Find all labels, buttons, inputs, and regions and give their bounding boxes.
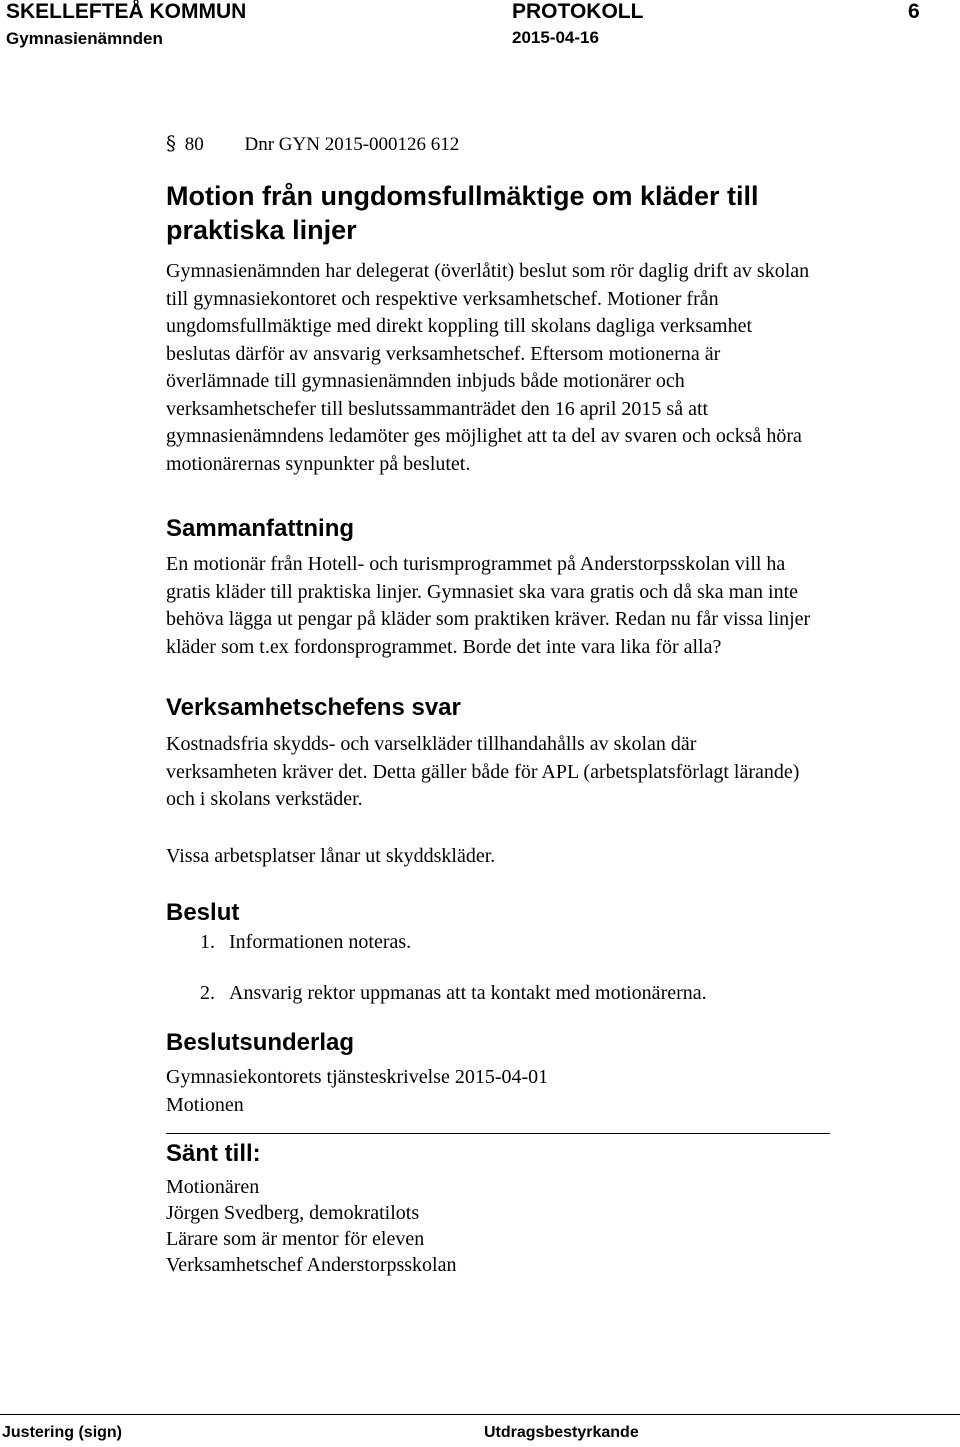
- footer-justering: Justering (sign): [2, 1424, 123, 1441]
- recipient-list: [166, 1174, 457, 1278]
- decision-heading: Beslut: [166, 899, 240, 926]
- intro-paragraph: [166, 258, 809, 478]
- decision-item: [200, 982, 707, 1005]
- response-line: verksamheten kräver det. Detta gäller både för APL (arbetsplatsförlagt lärande): [166, 760, 800, 783]
- intro-line: beslutas därför av ansvarig verksamhetschef. Eftersom motionerna är: [166, 342, 721, 365]
- response-line: Kostnadsfria skydds- och varselkläder tillhandahålls av skolan där: [166, 733, 697, 755]
- basis-line: Motionen: [166, 1093, 244, 1116]
- org-name: SKELLEFTEÅ KOMMUN: [6, 0, 247, 23]
- intro-line: ungdomsfullmäktige med direkt koppling till skolans dagliga verksamhet: [166, 315, 753, 337]
- basis-line: Gymnasiekontorets tjänsteskrivelse 2015-04-01: [166, 1066, 549, 1088]
- response-extra-line: Vissa arbetsplatser lånar ut skyddskläder.: [166, 845, 496, 867]
- section-number: 80: [184, 134, 204, 155]
- intro-line: överlämnade till gymnasienämnden inbjuds både motionärer och: [166, 370, 685, 392]
- summary-line: kläder som t.ex fordonsprogrammet. Borde det inte vara lika för alla?: [166, 635, 722, 658]
- decision-item-number: 1.: [200, 931, 215, 953]
- decision-item-number: 2.: [200, 982, 215, 1004]
- summary-paragraph: [166, 551, 810, 661]
- decision-item-text: Ansvarig rektor uppmanas att ta kontakt med motionärerna.: [229, 982, 707, 1004]
- summary-line: behöva lägga ut pengar på kläder som praktiken kräver. Redan nu får vissa linjer: [166, 608, 811, 630]
- recipient: Motionären: [166, 1176, 260, 1198]
- page-number: 6: [908, 0, 920, 23]
- summary-line: gratis kläder till praktiska linjer. Gymnasiet ska vara gratis och då ska man inte: [166, 580, 799, 603]
- section-symbol: §: [166, 131, 176, 155]
- sent-to-heading: Sänt till:: [166, 1140, 261, 1167]
- section-line: [166, 131, 459, 156]
- dnr: Dnr GYN 2015-000126 612: [244, 134, 460, 155]
- basis-list: [166, 1064, 548, 1119]
- response-line: och i skolans verkstäder.: [166, 788, 363, 810]
- summary-line: En motionär från Hotell- och turismprogrammet på Anderstorpsskolan vill ha: [166, 553, 786, 575]
- recipient: Jörgen Svedberg, demokratilots: [166, 1202, 420, 1224]
- recipient: Lärare som är mentor för eleven: [166, 1228, 425, 1250]
- footer-rule: [0, 1414, 960, 1415]
- intro-line: motionärernas synpunkter på beslutet.: [166, 452, 471, 475]
- summary-heading: Sammanfattning: [166, 515, 355, 542]
- response-heading: Verksamhetschefens svar: [166, 694, 461, 721]
- intro-line: gymnasienämndens ledamöter ges möjlighet att ta del av svaren och också höra: [166, 425, 802, 447]
- page-title: [166, 179, 759, 247]
- footer-utdragsbestyrkande: Utdragsbestyrkande: [484, 1424, 639, 1441]
- recipient: Verksamhetschef Anderstorpsskolan: [166, 1254, 457, 1276]
- basis-heading: Beslutsunderlag: [166, 1029, 355, 1056]
- header-date: 2015-04-16: [512, 28, 599, 47]
- intro-line: Gymnasienämnden har delegerat (överlåtit) beslut som rör daglig drift av skolan: [166, 260, 810, 282]
- board-name: Gymnasienämnden: [6, 29, 163, 48]
- doc-type: PROTOKOLL: [512, 0, 644, 23]
- decision-item: [200, 931, 411, 954]
- response-paragraph: [166, 731, 799, 814]
- title-line: praktiska linjer: [166, 215, 357, 245]
- intro-line: verksamhetschefer till beslutssammanträdet den 16 april 2015 så att: [166, 397, 709, 420]
- decision-item-text: Informationen noteras.: [229, 931, 412, 953]
- divider-line: [166, 1133, 830, 1134]
- intro-line: till gymnasiekontoret och respektive verksamhetschef. Motioner från: [166, 287, 719, 310]
- title-line: Motion från ungdomsfullmäktige om kläder till: [166, 181, 759, 211]
